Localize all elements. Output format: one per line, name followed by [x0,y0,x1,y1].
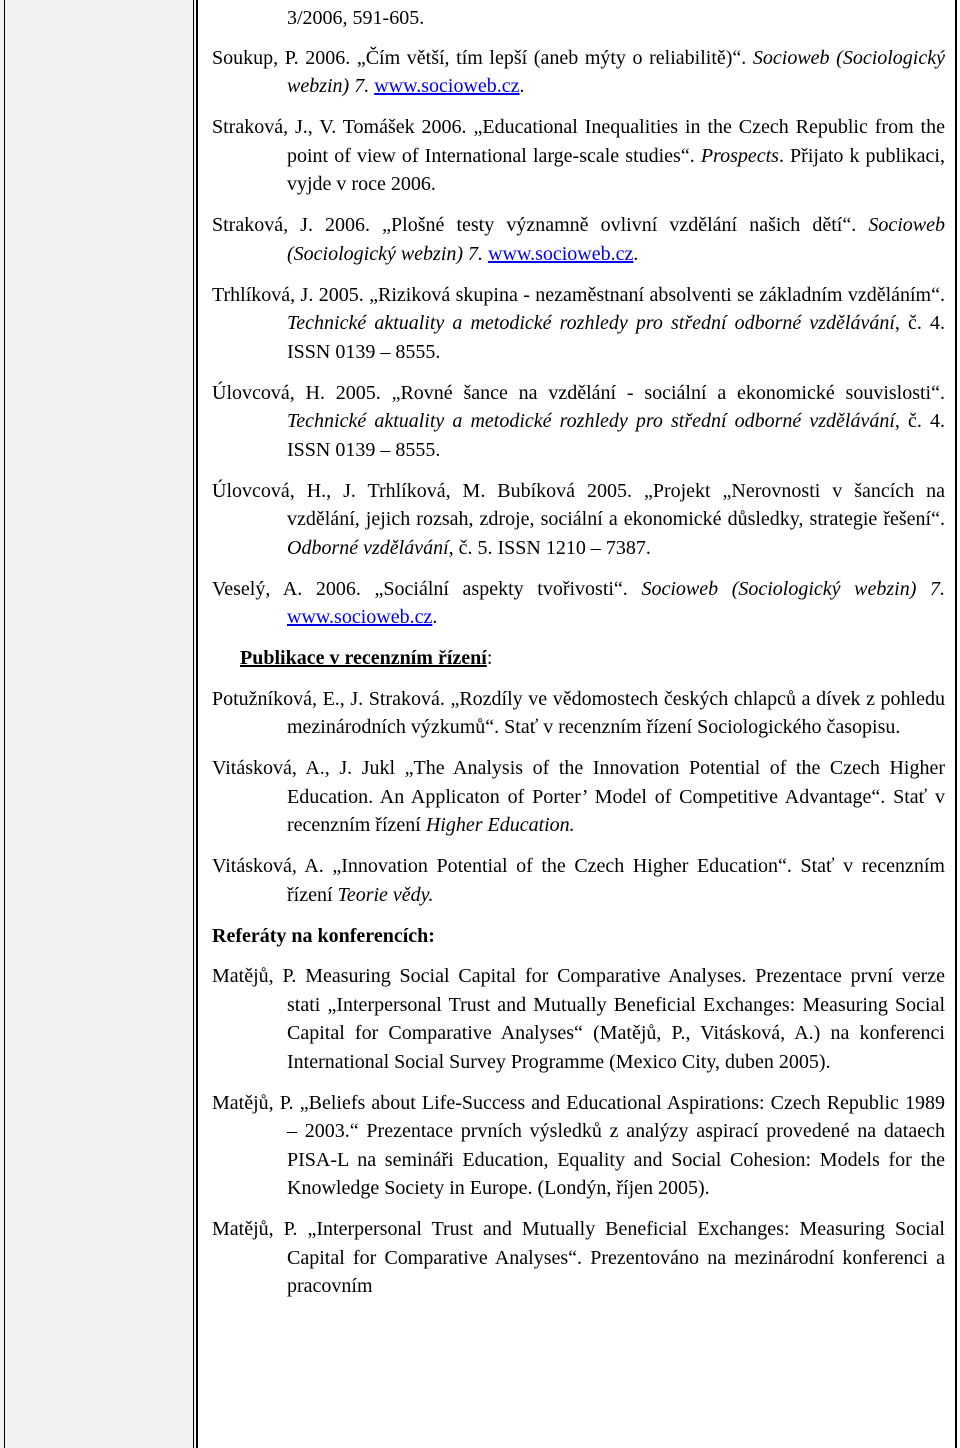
reference-trhlikova: Trhlíková, J. 2005. „Riziková skupina - nezaměstnaní absolventi se základním vzděláním“. Technické aktuality a metodické rozhledy pro střední odborné vzdělávání, č. 4. ISSN 0139 – 8555. [212,283,945,363]
reference-mateju-2: Matějů, P. „Beliefs about Life-Success and Educational Aspirations: Czech Republic 1989 – 2003.“ Prezentace prvních výsledků z analýzy aspirací provedené na dataech PISA-L na semináři Education, Equality and Social Cohesion: Models for the Knowledge Society in Europe. (Londýn, říjen 2005). [212,1091,945,1199]
heading-conference-papers: Referáty na konferencích: [212,924,435,947]
reference-soukup: Soukup, P. 2006. „Čím větší, tím lepší (aneb mýty o reliabilitě)“. Socioweb (Sociologický webzin) 7. www.socioweb.cz. [212,46,945,97]
reference-vesely: Veselý, A. 2006. „Sociální aspekty tvořivosti“. Socioweb (Sociologický webzin) 7. www.socioweb.cz. [212,577,945,628]
left-column-inner-border [4,0,194,1448]
reference-mateju-3: Matějů, P. „Interpersonal Trust and Mutually Beneficial Exchanges: Measuring Social Capital for Comparative Analyses“. Prezentováno na mezinárodní konferenci a pracovním [212,1218,945,1297]
reference-vitaskova-jukl: Vitásková, A., J. Jukl „The Analysis of the Innovation Potential of the Czech Higher Education. An Applicaton of Porter’ Model of Competitive Advantage“. Stať v recenzním řízení Higher Education. [212,757,945,836]
reference-vitaskova: Vitásková, A. „Innovation Potential of the Czech Higher Education“. Stať v recenzním řízení Teorie vědy. [212,855,945,906]
socioweb-link[interactable]: www.socioweb.cz [374,75,520,97]
left-column-cell [0,0,198,1448]
right-border [955,0,957,1448]
socioweb-link[interactable]: www.socioweb.cz [287,606,433,628]
reference-ulovcova-trhlikova: Úlovcová, H., J. Trhlíková, M. Bubíková 2005. „Projekt „Nerovnosti v šancích na vzdělání, jejich rozsah, zdroje, sociální a ekonomické důsledky, strategie řešení“. Odborné vzdělávání, č. 5. ISSN 1210 – 7387. [212,479,945,559]
heading-publications-in-review: Publikace v recenzním řízení: [240,647,493,669]
socioweb-link[interactable]: www.socioweb.cz [488,242,634,265]
reference-strakova: Straková, J. 2006. „Plošné testy významně ovlivní vzdělání našich dětí“. Socioweb (Sociologický webzin) 7. www.socioweb.cz. [212,214,945,265]
reference-potuznikova: Potužníková, E., J. Straková. „Rozdíly ve vědomostech českých chlapců a dívek z pohledu mezinárodních výzkumů“. Stať v recenzním řízení Sociologického časopisu. [212,687,945,738]
reference-ulovcova: Úlovcová, H. 2005. „Rovné šance na vzdělání - sociální a ekonomické souvislosti“. Technické aktuality a metodické rozhledy pro střední odborné vzdělávání, č. 4. ISSN 0139 – 8555. [212,381,945,461]
reference-mateju-1: Matějů, P. Measuring Social Capital for Comparative Analyses. Prezentace první verze stati „Interpersonal Trust and Mutually Beneficial Exchanges: Measuring Social Capital for Comparative Analyses“ (Matějů, P., Vitásková, A.) na konferenci International Social Survey Programme (Mexico City, duben 2005). [212,965,945,1073]
reference-continuation: 3/2006, 591-605. [287,7,425,29]
reference-strakova-tomasek: Straková, J., V. Tomášek 2006. „Educational Inequalities in the Czech Republic from the point of view of International large-scale studies“. Prospects. Přijato k publikaci, vyjde v roce 2006. [212,116,945,195]
document-content [212,4,945,1313]
